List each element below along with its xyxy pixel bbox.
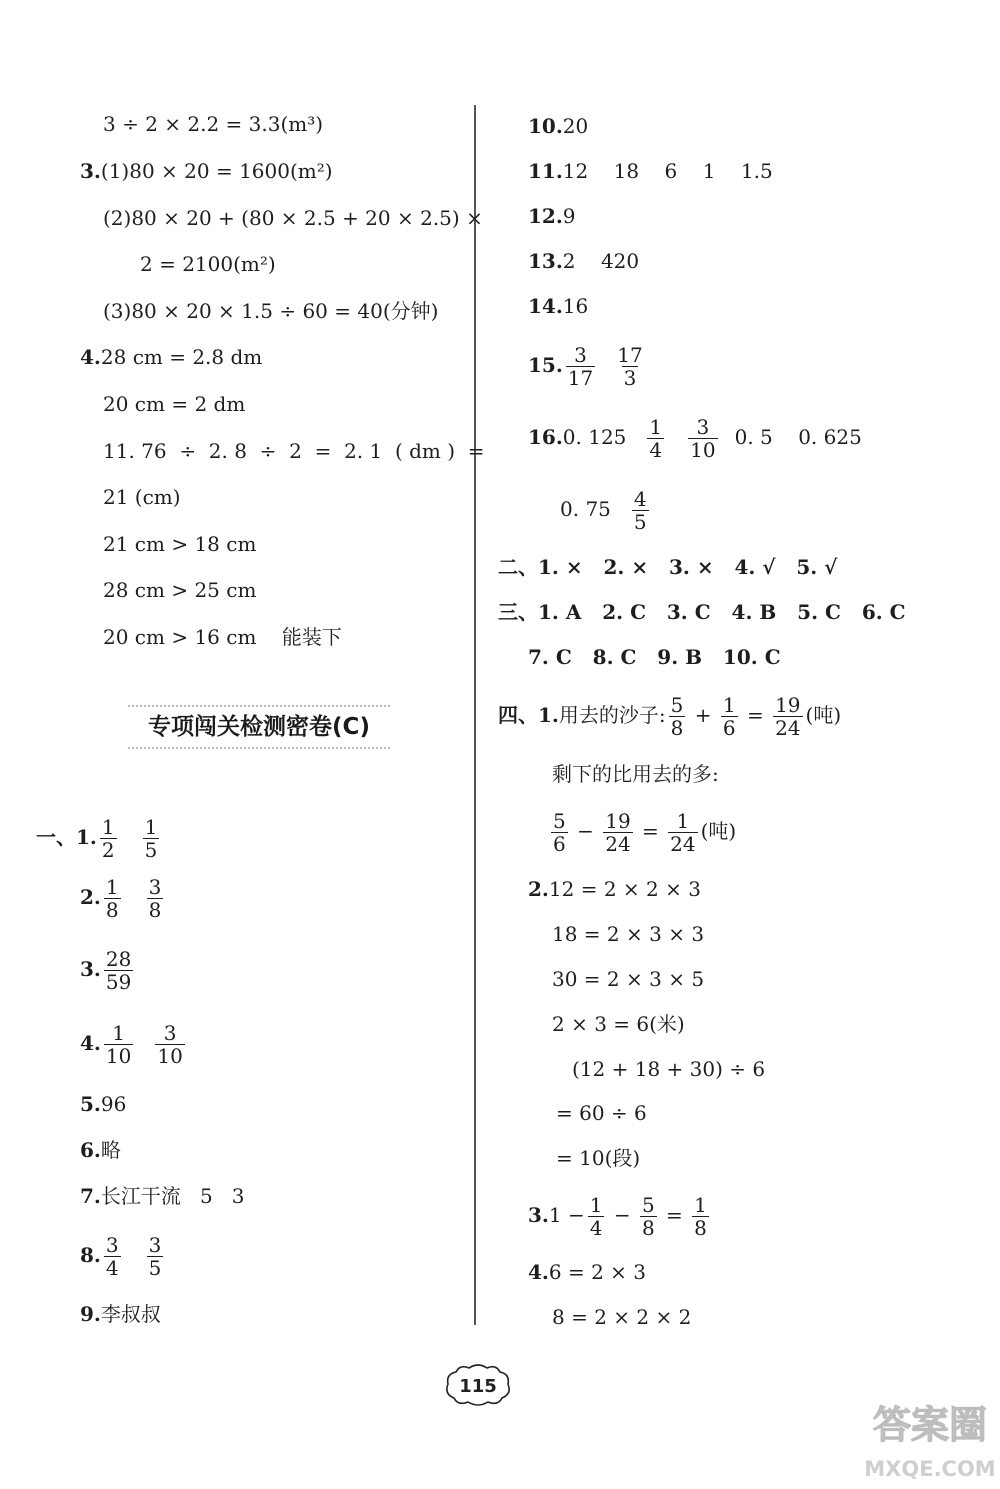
answer-text: 0. 125 <box>562 425 627 449</box>
answer-line <box>528 412 862 462</box>
question-number: 4. <box>80 345 101 369</box>
answer-line <box>36 812 162 862</box>
answer-line: 30 = 2 × 3 × 5 <box>552 967 705 991</box>
answer-line <box>528 877 701 901</box>
answer-text: 12 18 6 1 1.5 <box>562 159 773 183</box>
fraction: $\frac{1}{24}$ <box>670 809 696 856</box>
watermark-logo <box>858 1392 998 1486</box>
fraction: $\frac{5}{8}$ <box>641 1193 655 1240</box>
question-number: 四、1. <box>498 703 559 727</box>
answer-text: 28 cm = 2.8 dm <box>100 345 263 369</box>
fraction: $\frac{1}{5}$ <box>144 815 158 862</box>
watermark-line1: 答案圈 <box>872 1403 988 1447</box>
fraction: $\frac{1}{8}$ <box>105 875 119 922</box>
fraction: $\frac{1}{4}$ <box>649 415 663 462</box>
answer-line: 21 cm > 18 cm <box>103 532 257 556</box>
answer-text: (吨) <box>700 819 737 843</box>
answer-line <box>80 159 333 183</box>
answer-text: 16 <box>562 294 589 318</box>
answer-text: 9 <box>562 204 576 228</box>
answer-line <box>80 1302 161 1326</box>
answer-line <box>80 1138 121 1162</box>
answer-line: = 60 ÷ 6 <box>556 1101 647 1125</box>
answer-line <box>528 1260 646 1284</box>
answer-text: 0. 5 0. 625 <box>734 425 862 449</box>
question-number: 8. <box>80 1243 101 1267</box>
answer-line: 2 = 2100(m²) <box>140 252 276 276</box>
answer-text: 李叔叔 <box>100 1302 161 1326</box>
fraction: $\frac{3}{10}$ <box>157 1021 183 1068</box>
answer-line: (3)80 × 20 × 1.5 ÷ 60 = 40(分钟) <box>103 299 439 323</box>
answer-line: 20 cm = 2 dm <box>103 392 246 416</box>
answer-text: 1 − <box>548 1203 585 1227</box>
question-number: 16. <box>528 425 563 449</box>
answer-line <box>80 944 136 994</box>
answer-text: 用去的沙子: <box>558 703 666 727</box>
column-divider <box>474 105 476 1325</box>
answer-line <box>80 1018 188 1068</box>
answer-line <box>80 1230 166 1280</box>
answer-line: 二、1. × 2. × 3. × 4. √ 5. √ <box>498 555 838 579</box>
fraction: $\frac{17}{3}$ <box>617 343 643 390</box>
answer-text: 12 = 2 × 2 × 3 <box>548 877 701 901</box>
answer-text: (1)80 × 20 = 1600(m²) <box>100 159 333 183</box>
answer-line <box>528 114 588 138</box>
answer-text: 长江干流 5 3 <box>100 1184 245 1208</box>
answer-line: 20 cm > 16 cm 能装下 <box>103 625 342 649</box>
page-number: 115 <box>459 1376 497 1397</box>
fraction: $\frac{1}{2}$ <box>101 815 115 862</box>
watermark-line2: MXQE.COM <box>864 1457 996 1481</box>
answer-line <box>528 204 576 228</box>
question-number: 3. <box>80 159 101 183</box>
question-number: 一、1. <box>36 825 97 849</box>
fraction: $\frac{1}{10}$ <box>105 1021 132 1068</box>
question-number: 2. <box>80 885 101 909</box>
answer-line <box>528 249 639 273</box>
fraction: $\frac{3}{8}$ <box>148 875 162 922</box>
fraction: $\frac{4}{5}$ <box>633 487 647 534</box>
answer-line: 18 = 2 × 3 × 3 <box>552 922 705 946</box>
question-number: 3. <box>80 957 101 981</box>
question-number: 15. <box>528 353 563 377</box>
answer-line <box>80 345 262 369</box>
fraction: $\frac{3}{5}$ <box>148 1233 162 1280</box>
section-title: 专项闯关检测密卷(C) <box>128 705 390 749</box>
answer-line <box>80 1092 126 1116</box>
page-number-badge <box>442 1362 514 1408</box>
answer-line <box>528 340 648 390</box>
fraction: $\frac{19}{24}$ <box>775 693 801 740</box>
question-number: 12. <box>528 204 563 228</box>
fraction: $\frac{1}{4}$ <box>589 1193 603 1240</box>
answer-line: 28 cm > 25 cm <box>103 578 257 602</box>
question-number: 14. <box>528 294 563 318</box>
answer-text: (吨) <box>805 703 842 727</box>
answer-line <box>528 294 588 318</box>
question-number: 4. <box>528 1260 549 1284</box>
answer-line <box>560 484 652 534</box>
answer-line: 3 ÷ 2 × 2.2 = 3.3(m³) <box>103 112 324 136</box>
answer-line: 3.1 − $\frac{1}{4}$ − $\frac{5}{8}$ = $\frac{1}{8}$ <box>528 1193 707 1240</box>
answer-line: 四、1.用去的沙子: $\frac{5}{8}$ + $\frac{1}{6}$ = $\frac{19}{24}$ (吨) <box>498 693 842 740</box>
fraction: $\frac{1}{6}$ <box>722 693 736 740</box>
answer-line: 11. 76 ÷ 2. 8 ÷ 2 = 2. 1 ( dm ) = <box>103 439 485 463</box>
fraction: $\frac{3}{17}$ <box>567 343 594 390</box>
question-number: 10. <box>528 114 563 138</box>
answer-line <box>80 1184 244 1208</box>
answer-line: 7. C 8. C 9. B 10. C <box>528 645 781 669</box>
fraction: $\frac{28}{59}$ <box>105 947 132 994</box>
question-number: 4. <box>80 1031 101 1055</box>
answer-line: 21 (cm) <box>103 485 181 509</box>
fraction: $\frac{5}{8}$ <box>670 693 684 740</box>
answer-text: 略 <box>100 1138 121 1162</box>
answer-line: $\frac{5}{6}$ − $\frac{19}{24}$ = $\frac{1}{24}$ (吨) <box>553 809 737 856</box>
fraction: $\frac{1}{8}$ <box>694 1193 707 1240</box>
answer-line <box>80 872 166 922</box>
answer-line: 8 = 2 × 2 × 2 <box>552 1305 692 1329</box>
fraction: $\frac{5}{6}$ <box>553 809 566 856</box>
answer-text: 96 <box>100 1092 127 1116</box>
fraction: $\frac{19}{24}$ <box>605 809 631 856</box>
question-number: 13. <box>528 249 563 273</box>
answer-line: 剩下的比用去的多: <box>552 762 719 786</box>
question-number: 3. <box>528 1203 549 1227</box>
answer-line: 2 × 3 = 6(米) <box>552 1012 685 1036</box>
answer-line <box>528 159 773 183</box>
question-number: 9. <box>80 1302 101 1326</box>
answer-line: (2)80 × 20 + (80 × 2.5 + 20 × 2.5) × <box>103 206 483 230</box>
answer-line: 三、1. A 2. C 3. C 4. B 5. C 6. C <box>498 600 906 624</box>
answer-text: 6 = 2 × 3 <box>548 1260 647 1284</box>
question-number: 11. <box>528 159 563 183</box>
answer-text: 20 <box>562 114 589 138</box>
fraction: $\frac{3}{4}$ <box>105 1233 119 1280</box>
question-number: 6. <box>80 1138 101 1162</box>
answer-line: = 10(段) <box>556 1146 641 1170</box>
answer-line: (12 + 18 + 30) ÷ 6 <box>572 1057 766 1081</box>
answer-text: 0. 75 <box>560 497 611 521</box>
question-number: 5. <box>80 1092 101 1116</box>
question-number: 7. <box>80 1184 101 1208</box>
question-number: 2. <box>528 877 549 901</box>
answer-text: 2 420 <box>562 249 640 273</box>
fraction: $\frac{3}{10}$ <box>690 415 716 462</box>
